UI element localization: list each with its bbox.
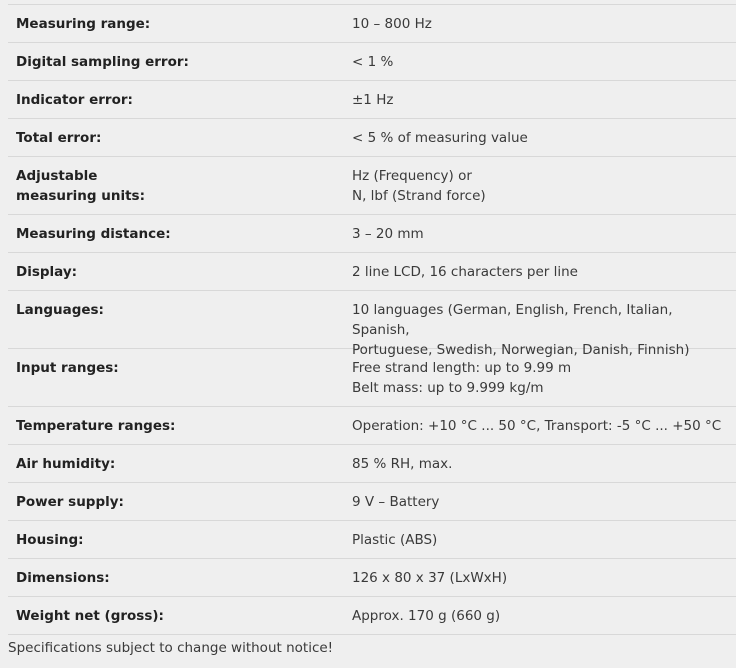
- spec-row-display: [8, 253, 736, 291]
- spec-label: Input ranges:: [16, 360, 119, 376]
- spec-row-housing: [8, 521, 736, 559]
- spec-value: 10 – 800 Hz: [352, 16, 432, 32]
- spec-row-adjustable-units: [8, 157, 736, 215]
- spec-value: 126 x 80 x 37 (LxWxH): [352, 570, 508, 586]
- spec-label: Total error:: [16, 130, 102, 146]
- spec-value: Hz (Frequency) or N, lbf (Strand force): [352, 168, 486, 204]
- spec-row-air-humidity: [8, 445, 736, 483]
- spec-label: Housing:: [16, 532, 84, 548]
- spec-value: < 5 % of measuring value: [352, 130, 528, 146]
- spec-value: 2 line LCD, 16 characters per line: [352, 264, 578, 280]
- spec-label: Power supply:: [16, 494, 124, 510]
- spec-label: Measuring range:: [16, 16, 151, 32]
- spec-label: Display:: [16, 264, 78, 280]
- spec-label: Air humidity:: [16, 456, 116, 472]
- spec-row-temperature-ranges: [8, 407, 736, 445]
- spec-label: Digital sampling error:: [16, 54, 189, 70]
- spec-row-languages: [8, 291, 736, 358]
- spec-label: Adjustable measuring units:: [16, 168, 145, 204]
- spec-row-indicator-error: [8, 81, 736, 119]
- spec-label: Dimensions:: [16, 570, 110, 586]
- spec-row-dimensions: [8, 559, 736, 597]
- spec-value: Plastic (ABS): [352, 532, 438, 548]
- spec-value: 3 – 20 mm: [352, 226, 424, 242]
- spec-value: Approx. 170 g (660 g): [352, 608, 501, 624]
- spec-value: < 1 %: [352, 54, 394, 70]
- spec-row-digital-sampling-error: [8, 43, 736, 81]
- spec-row-weight: [8, 597, 736, 635]
- spec-value: Free strand length: up to 9.99 m Belt mass: up to 9.999 kg/m: [352, 360, 572, 396]
- spec-label: Languages:: [16, 302, 104, 318]
- spec-row-measuring-distance: [8, 215, 736, 253]
- spec-value: 85 % RH, max.: [352, 456, 453, 472]
- spec-value: 9 V – Battery: [352, 494, 440, 510]
- spec-label: Measuring distance:: [16, 226, 171, 242]
- footnote: Specifications subject to change without notice!: [8, 640, 334, 656]
- spec-label: Indicator error:: [16, 92, 133, 108]
- spec-value: 10 languages (German, English, French, Italian, Spanish, Portuguese, Swedish, Norwegian, Danish, Finnish): [352, 302, 690, 358]
- spec-row-input-ranges: [8, 349, 736, 407]
- spec-label: Temperature ranges:: [16, 418, 176, 434]
- spec-row-total-error: [8, 119, 736, 157]
- spec-row-measuring-range: [8, 5, 736, 43]
- spec-row-power-supply: [8, 483, 736, 521]
- spec-value: Operation: +10 °C ... 50 °C, Transport: -5 °C ... +50 °C: [352, 418, 722, 434]
- spec-table: [8, 4, 736, 635]
- spec-label: Weight net (gross):: [16, 608, 164, 624]
- spec-value: ±1 Hz: [352, 92, 394, 108]
